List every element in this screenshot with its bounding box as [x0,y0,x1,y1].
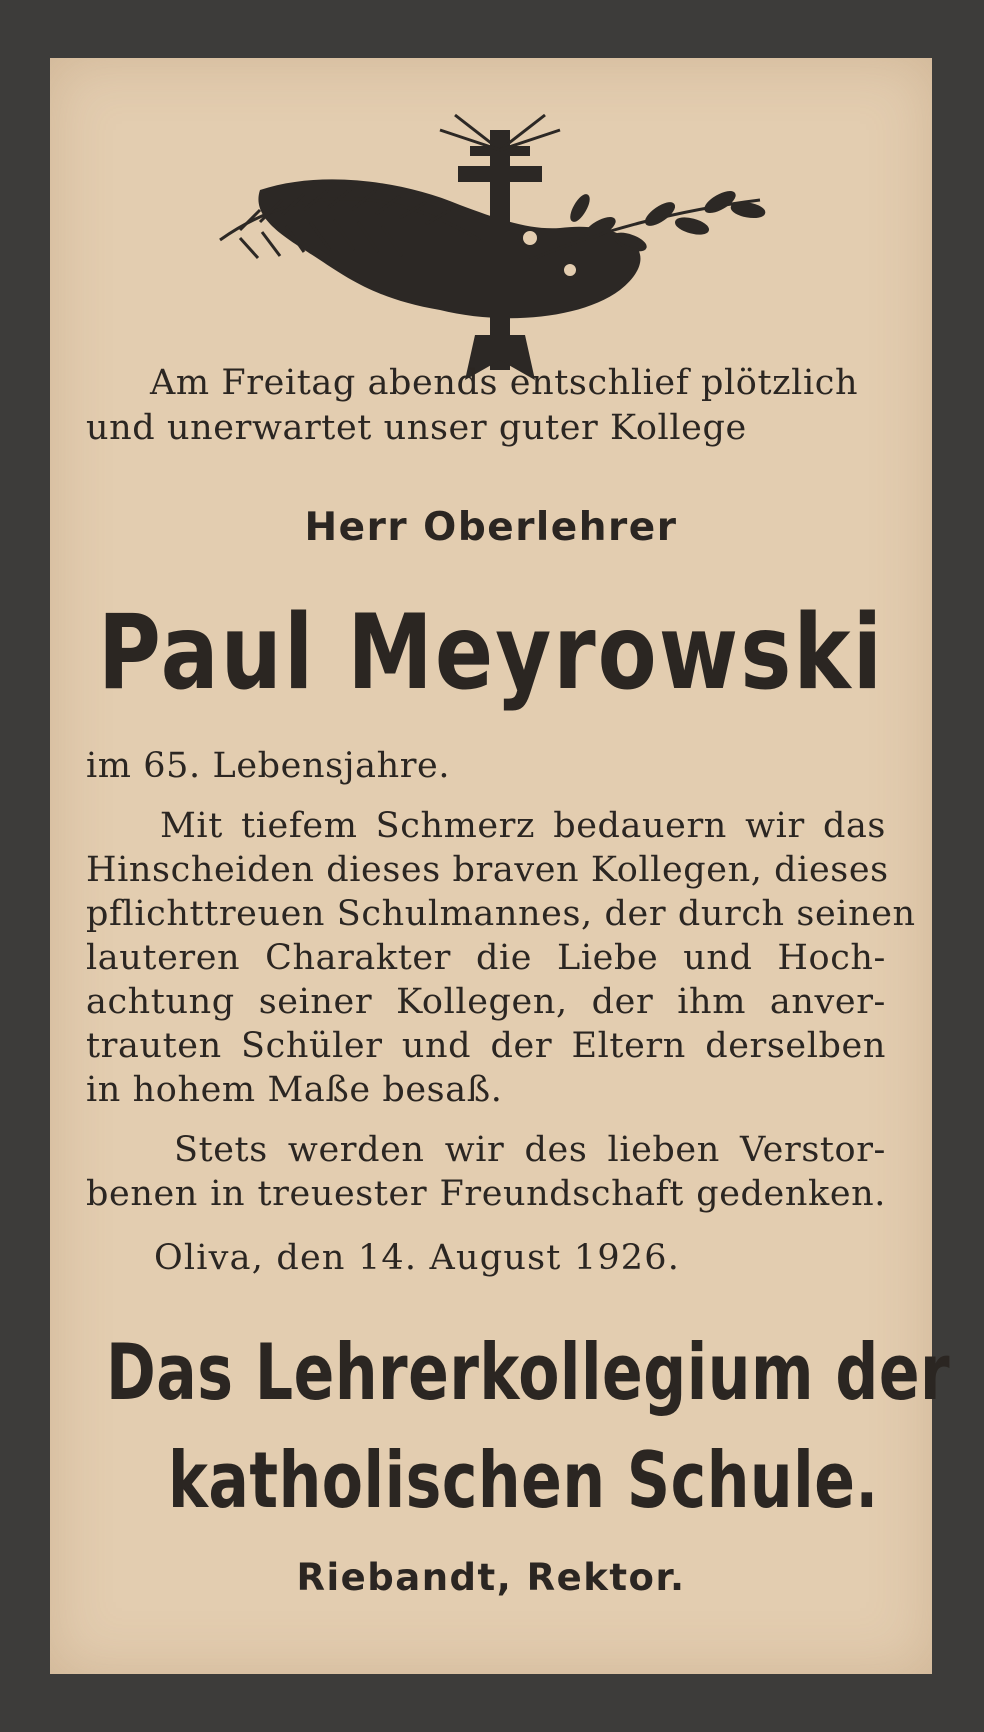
cross-palm-emblem-icon [200,110,810,390]
tribute-line-3: pflichttreuen Schulmannes, der durch seinen [86,894,916,934]
remembrance-line-1: Stets werden wir des lieben Verstor- [174,1130,886,1170]
tribute-line-5: achtung seiner Kollegen, der ihm anver- [86,982,886,1022]
honorific-title: Herr Oberlehrer [304,505,678,550]
signature-line-1: Das Lehrerkollegium der [106,1327,951,1419]
remembrance-line-2: benen in treuester Freundschaft gedenken. [86,1174,886,1214]
deceased-name: Paul Meyrowski [97,593,885,713]
intro-line-2: und unerwartet unser guter Kollege [86,408,747,448]
age-line: im 65. Lebensjahre. [86,746,451,786]
tribute-line-4: lauteren Charakter die Liebe und Hoch- [86,938,886,978]
tribute-line-1: Mit tiefem Schmerz bedauern wir das [160,806,886,846]
tribute-line-7: in hohem Maße besaß. [86,1070,503,1110]
signer-name: Riebandt, Rektor. [296,1556,686,1599]
intro-line-1: Am Freitag abends entschlief plötzlich [150,363,859,403]
tribute-line-2: Hinscheiden dieses braven Kollegen, dieses [86,850,889,890]
obituary-notice [50,58,951,1674]
tribute-line-6: trauten Schüler und der Eltern derselben [86,1026,886,1066]
place-date: Oliva, den 14. August 1926. [154,1238,681,1278]
signature-line-2: katholischen Schule. [168,1435,879,1527]
